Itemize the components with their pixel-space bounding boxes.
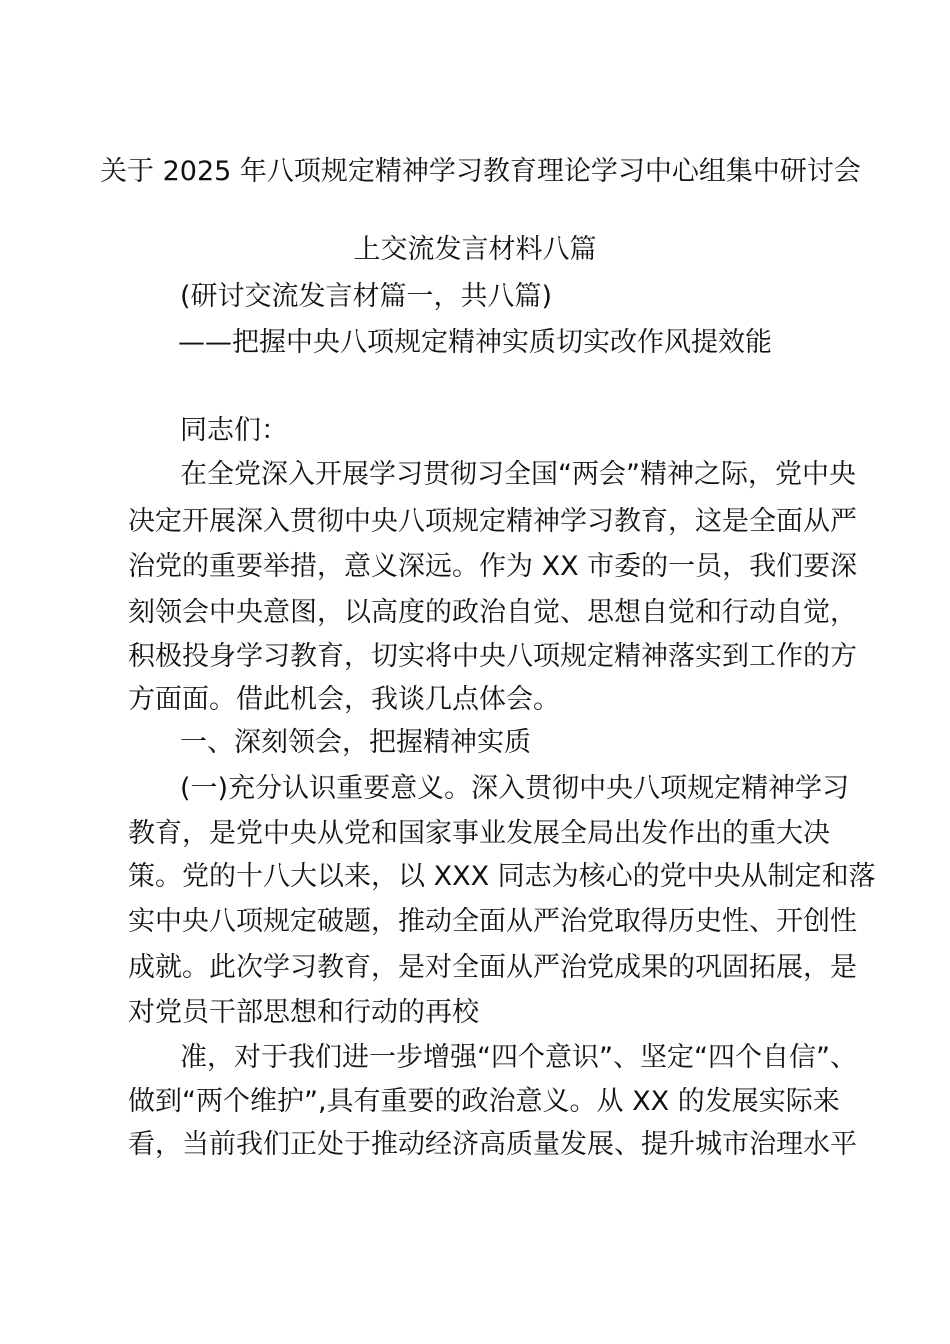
paragraph-1-line-5: 积极投身学习教育，切实将中央八项规定精神落实到工作的方 (128, 641, 857, 672)
document-title-line-2: 上交流发言材料八篇 (353, 234, 597, 265)
paragraph-2-line-6: 对党员干部思想和行动的再校 (128, 997, 479, 1028)
paragraph-2-line-4: 实中央八项规定破题，推动全面从严治党取得历史性、开创性 (128, 906, 857, 937)
paragraph-2-line-5: 成就。此次学习教育，是对全面从严治党成果的巩固拓展，是 (128, 952, 857, 983)
paragraph-1-line-1: 在全党深入开展学习贯彻习全国“两会”精神之际，党中央 (180, 459, 856, 490)
paragraph-2-line-2: 教育，是党中央从党和国家事业发展全局出发作出的重大决 (128, 818, 830, 849)
paragraph-3-line-2: 做到“两个维护”,具有重要的政治意义。从 XX 的发展实际来 (128, 1086, 840, 1117)
paragraph-2-line-3: 策。党的十八大以来，以 XXX 同志为核心的党中央从制定和落 (128, 861, 876, 892)
section-heading-1: 一、深刻领会，把握精神实质 (180, 727, 531, 758)
document-subtitle: (研讨交流发言材篇一，共八篇) (180, 281, 553, 312)
salutation: 同志们： (180, 415, 288, 446)
paragraph-2-line-1: (一)充分认识重要意义。深入贯彻中央八项规定精神学习 (180, 773, 850, 804)
document-theme: ——把握中央八项规定精神实质切实改作风提效能 (178, 327, 772, 358)
paragraph-1-line-2: 决定开展深入贯彻中央八项规定精神学习教育，这是全面从严 (128, 506, 857, 537)
paragraph-3-line-3: 看，当前我们正处于推动经济高质量发展、提升城市治理水平 (128, 1129, 857, 1160)
paragraph-3-line-1: 准，对于我们进一步增强“四个意识”、坚定“四个自信”、 (180, 1042, 857, 1073)
paragraph-1-line-4: 刻领会中央意图，以高度的政治自觉、思想自觉和行动自觉， (128, 597, 857, 628)
paragraph-1-line-3: 治党的重要举措，意义深远。作为 XX 市委的一员，我们要深 (128, 551, 858, 582)
paragraph-1-line-6: 方面面。借此机会，我谈几点体会。 (128, 684, 560, 715)
document-title-line-1: 关于 2025 年八项规定精神学习教育理论学习中心组集中研讨会 (100, 156, 861, 187)
